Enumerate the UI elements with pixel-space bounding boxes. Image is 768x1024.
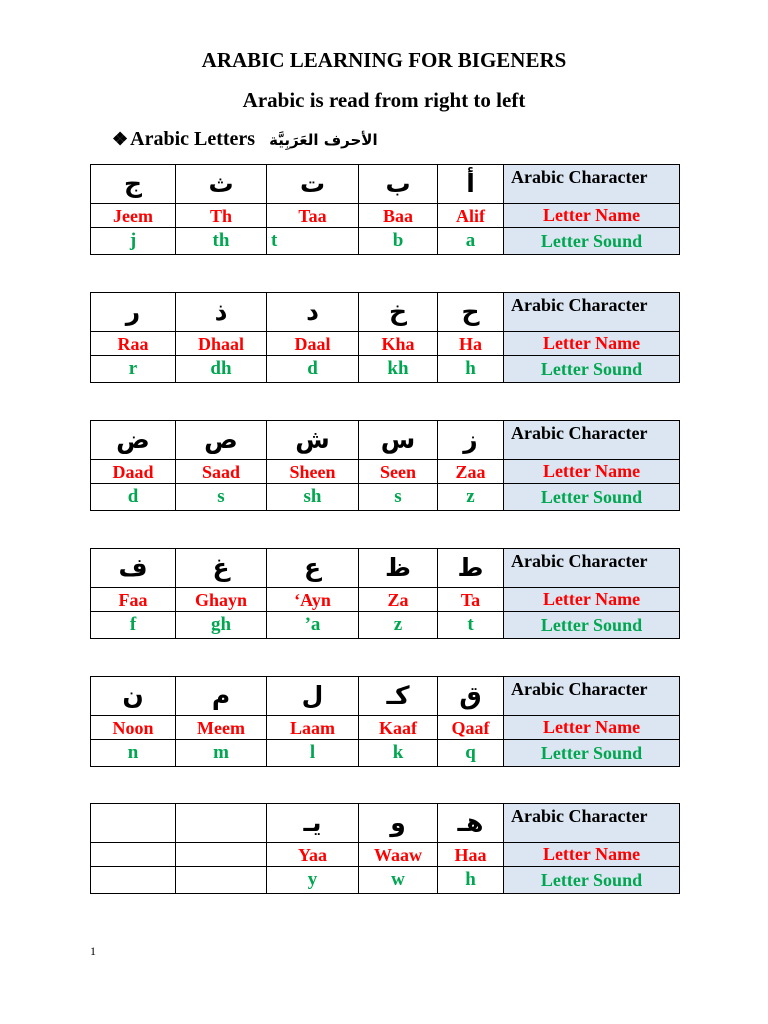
letter-sound-cell: f xyxy=(91,612,176,639)
letter-name-label: Letter Name xyxy=(504,460,680,484)
arabic-character-label: Arabic Character xyxy=(504,293,680,332)
arabic-character-cell: ل xyxy=(267,677,359,716)
letter-name-cell: Jeem xyxy=(91,204,176,228)
letter-name-cell: Kaaf xyxy=(359,716,438,740)
arabic-character-cell: و xyxy=(359,804,438,843)
letters-table-3 xyxy=(90,420,680,511)
arabic-character-cell xyxy=(176,804,267,843)
arabic-character-cell: ف xyxy=(91,549,176,588)
letter-sound-label: Letter Sound xyxy=(504,484,680,511)
letter-name-cell: Faa xyxy=(91,588,176,612)
letter-sound-cell: l xyxy=(267,740,359,767)
letter-sound-cell: q xyxy=(438,740,504,767)
letter-name-cell: Ghayn xyxy=(176,588,267,612)
letter-sound-label: Letter Sound xyxy=(504,867,680,894)
arabic-character-cell: ظ xyxy=(359,549,438,588)
section-heading xyxy=(112,124,378,154)
letter-sound-cell: s xyxy=(176,484,267,511)
letter-name-cell: Baa xyxy=(359,204,438,228)
letter-sound-cell: sh xyxy=(267,484,359,511)
letter-sound-cell: d xyxy=(91,484,176,511)
letter-name-cell: Ha xyxy=(438,332,504,356)
letter-sound-label: Letter Sound xyxy=(504,356,680,383)
arabic-character-cell: غ xyxy=(176,549,267,588)
letter-name-label: Letter Name xyxy=(504,843,680,867)
letter-name-cell: Yaa xyxy=(267,843,359,867)
letter-sound-cell: r xyxy=(91,356,176,383)
letter-sound-cell: d xyxy=(267,356,359,383)
arabic-character-label: Arabic Character xyxy=(504,549,680,588)
letter-sound-label: Letter Sound xyxy=(504,612,680,639)
letter-sound-cell: s xyxy=(359,484,438,511)
letter-sound-cell: gh xyxy=(176,612,267,639)
letter-name-cell: Alif xyxy=(438,204,504,228)
arabic-character-label: Arabic Character xyxy=(504,165,680,204)
section-label: Arabic Letters xyxy=(130,128,256,150)
letter-name-cell: Laam xyxy=(267,716,359,740)
letter-name-cell: Seen xyxy=(359,460,438,484)
arabic-character-cell xyxy=(91,804,176,843)
letter-sound-cell: j xyxy=(91,228,176,255)
arabic-character-cell: ص xyxy=(176,421,267,460)
letter-name-cell: Ta xyxy=(438,588,504,612)
letter-name-cell: Daad xyxy=(91,460,176,484)
letters-table-1 xyxy=(90,164,680,255)
letter-name-cell: Waaw xyxy=(359,843,438,867)
arabic-character-cell: ح xyxy=(438,293,504,332)
letter-name-cell: ‘Ayn xyxy=(267,588,359,612)
letter-sound-cell: k xyxy=(359,740,438,767)
letters-table-6 xyxy=(90,803,680,894)
arabic-character-cell: يـ xyxy=(267,804,359,843)
section-label-arabic: الأحرف العَرَبِيَّة xyxy=(269,131,378,149)
letter-name-cell: Dhaal xyxy=(176,332,267,356)
arabic-character-cell: ب xyxy=(359,165,438,204)
letter-sound-cell: z xyxy=(359,612,438,639)
letter-name-cell: Zaa xyxy=(438,460,504,484)
arabic-character-cell: د xyxy=(267,293,359,332)
arabic-character-label: Arabic Character xyxy=(504,804,680,843)
arabic-character-cell: ض xyxy=(91,421,176,460)
letter-name-cell: Qaaf xyxy=(438,716,504,740)
letter-name-cell: Za xyxy=(359,588,438,612)
letter-name-cell: Daal xyxy=(267,332,359,356)
letter-name-cell: Raa xyxy=(91,332,176,356)
letter-sound-cell: z xyxy=(438,484,504,511)
letter-sound-cell: dh xyxy=(176,356,267,383)
letter-sound-cell: t xyxy=(267,228,359,255)
letter-name-cell: Taa xyxy=(267,204,359,228)
letter-name-cell: Sheen xyxy=(267,460,359,484)
arabic-character-cell: ث xyxy=(176,165,267,204)
letter-name-cell xyxy=(176,843,267,867)
page-number: 1 xyxy=(90,944,96,958)
letters-table-5 xyxy=(90,676,680,767)
arabic-character-cell: ذ xyxy=(176,293,267,332)
arabic-character-cell: هـ xyxy=(438,804,504,843)
letter-name-cell: Noon xyxy=(91,716,176,740)
page-subtitle: Arabic is read from right to left xyxy=(242,88,526,112)
letter-sound-cell: h xyxy=(438,867,504,894)
arabic-character-cell: كـ xyxy=(359,677,438,716)
letter-name-label: Letter Name xyxy=(504,588,680,612)
letter-sound-cell xyxy=(91,867,176,894)
letter-sound-cell xyxy=(176,867,267,894)
letters-table-4 xyxy=(90,548,680,639)
letter-sound-cell: th xyxy=(176,228,267,255)
letter-sound-label: Letter Sound xyxy=(504,228,680,255)
letter-sound-cell: h xyxy=(438,356,504,383)
letter-name-cell xyxy=(91,843,176,867)
arabic-character-cell: ع xyxy=(267,549,359,588)
letter-sound-cell: y xyxy=(267,867,359,894)
arabic-character-cell: ن xyxy=(91,677,176,716)
letter-sound-cell: t xyxy=(438,612,504,639)
letter-name-cell: Haa xyxy=(438,843,504,867)
letter-name-cell: Meem xyxy=(176,716,267,740)
letter-sound-cell: w xyxy=(359,867,438,894)
letters-table-2 xyxy=(90,292,680,383)
letter-sound-cell: a xyxy=(438,228,504,255)
letter-sound-cell: kh xyxy=(359,356,438,383)
letter-sound-cell: ’a xyxy=(267,612,359,639)
arabic-character-cell: ط xyxy=(438,549,504,588)
letter-sound-cell: b xyxy=(359,228,438,255)
arabic-character-cell: أ xyxy=(438,165,504,204)
letter-name-label: Letter Name xyxy=(504,204,680,228)
arabic-character-cell: خ xyxy=(359,293,438,332)
arabic-character-cell: م xyxy=(176,677,267,716)
arabic-character-label: Arabic Character xyxy=(504,421,680,460)
letter-name-label: Letter Name xyxy=(504,716,680,740)
arabic-character-cell: ز xyxy=(438,421,504,460)
arabic-character-cell: س xyxy=(359,421,438,460)
letter-sound-cell: m xyxy=(176,740,267,767)
letter-name-label: Letter Name xyxy=(504,332,680,356)
page-title: ARABIC LEARNING FOR BIGENERS xyxy=(201,48,567,72)
letter-sound-label: Letter Sound xyxy=(504,740,680,767)
letter-name-cell: Kha xyxy=(359,332,438,356)
letter-sound-cell: n xyxy=(91,740,176,767)
letter-name-cell: Saad xyxy=(176,460,267,484)
arabic-character-cell: ت xyxy=(267,165,359,204)
arabic-character-label: Arabic Character xyxy=(504,677,680,716)
arabic-character-cell: ق xyxy=(438,677,504,716)
arabic-character-cell: ر xyxy=(91,293,176,332)
arabic-character-cell: ج xyxy=(91,165,176,204)
letter-name-cell: Th xyxy=(176,204,267,228)
diamond-bullet-icon: ❖ xyxy=(112,129,129,149)
arabic-character-cell: ش xyxy=(267,421,359,460)
